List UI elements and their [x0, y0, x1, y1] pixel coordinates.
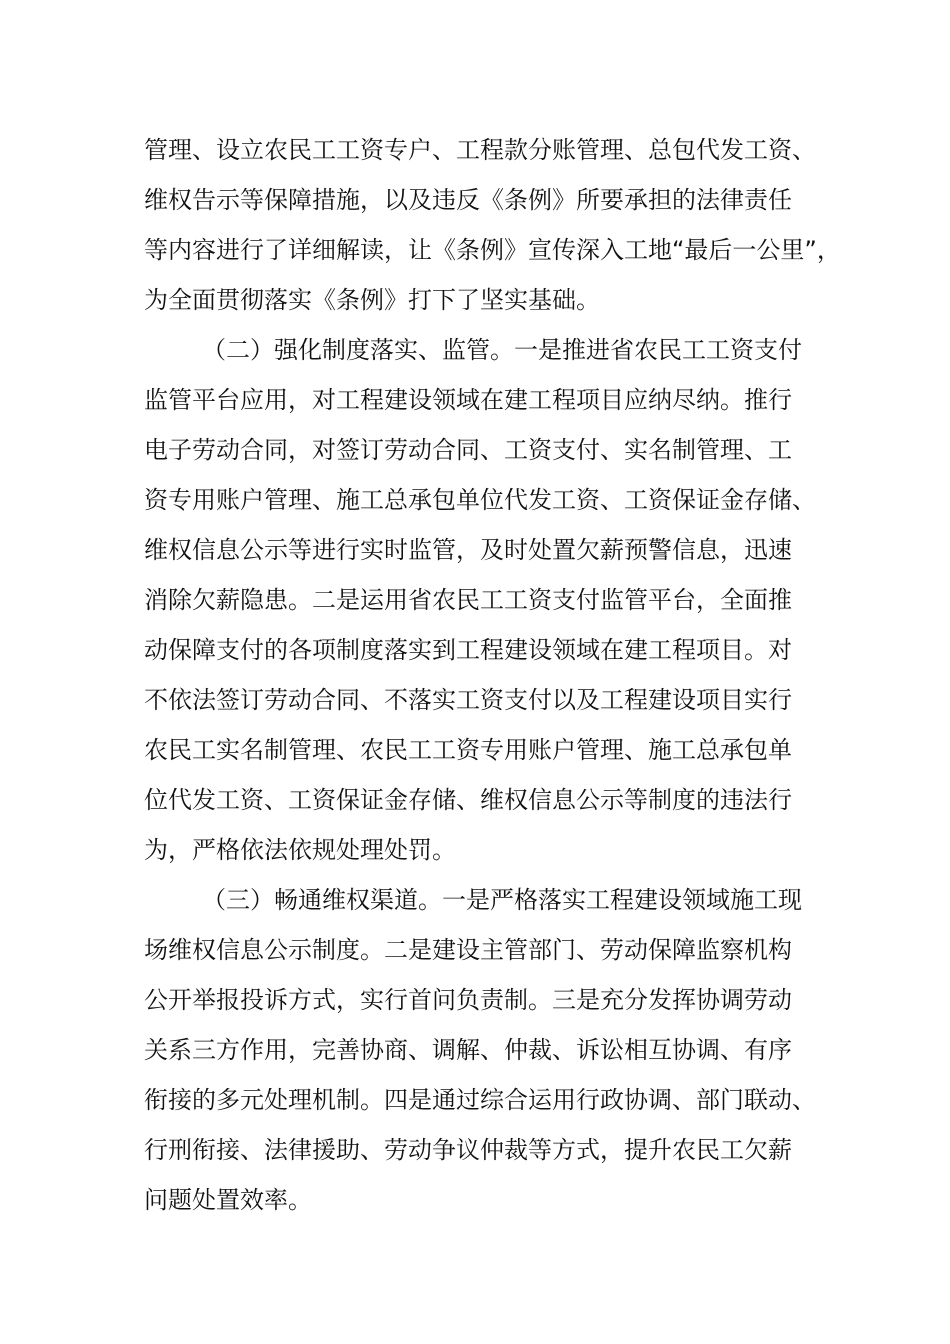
paragraph-1-line-4: 为全面贯彻落实《条例》打下了坚实基础。 — [144, 286, 600, 314]
paragraph-2-line-1: （二）强化制度落实、监管。一是推进省农民工工资支付 — [202, 336, 802, 364]
paragraph-3-line-6: 行刑衔接、法律援助、劳动争议仲裁等方式，提升农民工欠薪 — [144, 1136, 792, 1164]
paragraph-3-line-7: 问题处置效率。 — [144, 1186, 312, 1214]
paragraph-2-line-8: 不依法签订劳动合同、不落实工资支付以及工程建设项目实行 — [144, 686, 792, 714]
paragraph-2-line-7: 动保障支付的各项制度落实到工程建设领域在建工程项目。对 — [144, 636, 792, 664]
paragraph-2-line-10: 位代发工资、工资保证金存储、维权信息公示等制度的违法行 — [144, 786, 792, 814]
paragraph-3-line-4: 关系三方作用，完善协商、调解、仲裁、诉讼相互协调、有序 — [144, 1036, 792, 1064]
paragraph-3-line-3: 公开举报投诉方式，实行首问负责制。三是充分发挥协调劳动 — [144, 986, 792, 1014]
paragraph-1-line-3: 等内容进行了详细解读，让《条例》宣传深入工地“最后一公里”， — [144, 236, 841, 264]
paragraph-1-line-1: 管理、设立农民工工资专户、工程款分账管理、总包代发工资、 — [144, 136, 816, 164]
paragraph-2-line-9: 农民工实名制管理、农民工工资专用账户管理、施工总承包单 — [144, 736, 792, 764]
paragraph-2-line-2: 监管平台应用，对工程建设领域在建工程项目应纳尽纳。推行 — [144, 386, 792, 414]
paragraph-2-line-3: 电子劳动合同，对签订劳动合同、工资支付、实名制管理、工 — [144, 436, 792, 464]
paragraph-3-line-2: 场维权信息公示制度。二是建设主管部门、劳动保障监察机构 — [144, 936, 792, 964]
paragraph-1-line-2: 维权告示等保障措施，以及违反《条例》所要承担的法律责任 — [144, 186, 792, 214]
paragraph-2-line-5: 维权信息公示等进行实时监管，及时处置欠薪预警信息，迅速 — [144, 536, 792, 564]
paragraph-3-line-1: （三）畅通维权渠道。一是严格落实工程建设领域施工现 — [202, 886, 802, 914]
paragraph-2-line-4: 资专用账户管理、施工总承包单位代发工资、工资保证金存储、 — [144, 486, 816, 514]
paragraph-2-line-11: 为，严格依法依规处理处罚。 — [144, 836, 456, 864]
document-body — [144, 125, 844, 1225]
paragraph-2-line-6: 消除欠薪隐患。二是运用省农民工工资支付监管平台，全面推 — [144, 586, 792, 614]
paragraph-3-line-5: 衔接的多元处理机制。四是通过综合运用行政协调、部门联动、 — [144, 1086, 816, 1114]
